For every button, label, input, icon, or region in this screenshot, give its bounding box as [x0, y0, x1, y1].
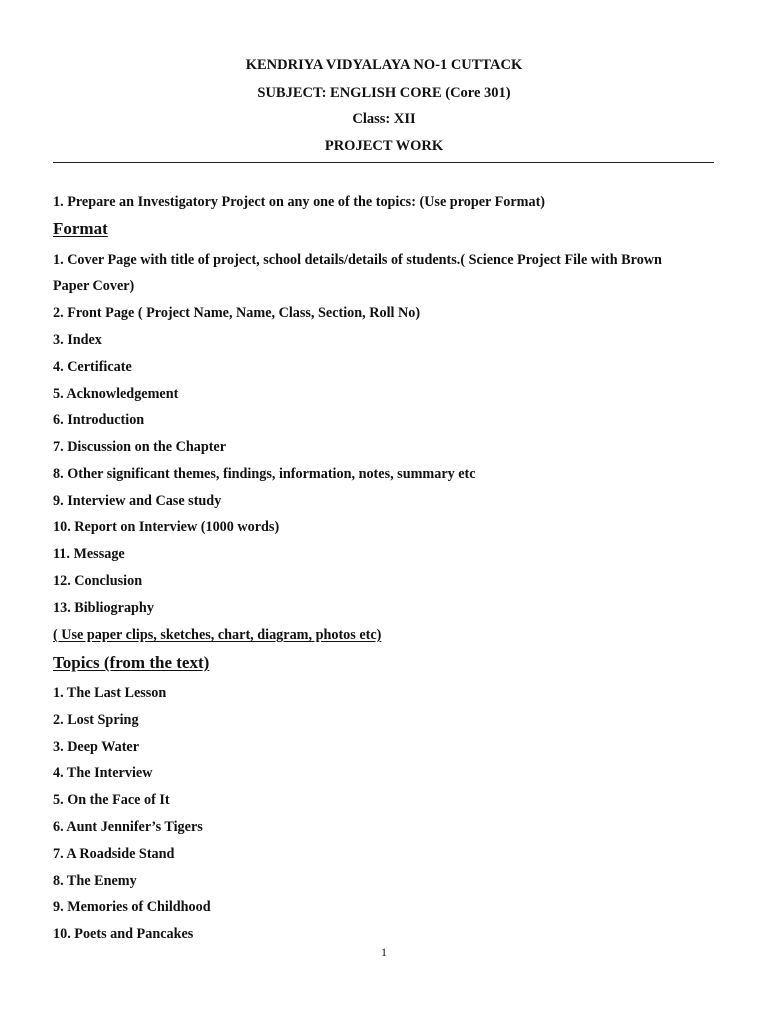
format-item: 6. Introduction [53, 412, 145, 428]
format-heading: Format [53, 219, 108, 238]
instruction-text: 1. Prepare an Investigatory Project on any one of the topics: (Use proper Format) [53, 194, 546, 210]
format-item: 8. Other significant themes, findings, information, notes, summary etc [53, 466, 476, 482]
format-item: 11. Message [53, 546, 125, 562]
topic-item: 8. The Enemy [53, 873, 137, 889]
header-divider [53, 162, 714, 163]
format-item: 3. Index [53, 332, 102, 348]
school-name: KENDRIYA VIDYALAYA NO-1 CUTTACK [245, 57, 523, 73]
topic-item: 6. Aunt Jennifer’s Tigers [53, 819, 203, 835]
topic-item: 7. A Roadside Stand [53, 846, 175, 862]
page-number: 1 [381, 945, 387, 959]
format-item: 10. Report on Interview (1000 words) [53, 519, 280, 535]
format-item-1-line-2: Paper Cover) [53, 278, 135, 294]
topic-item: 4. The Interview [53, 765, 153, 781]
format-item: 2. Front Page ( Project Name, Name, Class, Section, Roll No) [53, 305, 421, 321]
format-item-1-line-1: 1. Cover Page with title of project, school details/details of students.( Science Project File with Brown [53, 252, 662, 268]
format-item: 9. Interview and Case study [53, 493, 222, 509]
page-title: PROJECT WORK [324, 138, 444, 154]
topic-item: 1. The Last Lesson [53, 685, 167, 701]
format-item: 12. Conclusion [53, 573, 143, 589]
format-item: 7. Discussion on the Chapter [53, 439, 227, 455]
topic-item: 9. Memories of Childhood [53, 899, 211, 915]
format-note: ( Use paper clips, sketches, chart, diagram, photos etc) [53, 627, 382, 643]
class-line: Class: XII [352, 111, 416, 127]
subject-line: SUBJECT: ENGLISH CORE (Core 301) [257, 85, 511, 101]
topic-item: 3. Deep Water [53, 739, 140, 755]
topics-heading: Topics (from the text) [53, 653, 210, 672]
topic-item: 5. On the Face of It [53, 792, 170, 808]
format-item: 5. Acknowledgement [53, 386, 179, 402]
format-item: 13. Bibliography [53, 600, 154, 616]
topic-item: 2. Lost Spring [53, 712, 139, 728]
topic-item: 10. Poets and Pancakes [53, 926, 194, 942]
format-item: 4. Certificate [53, 359, 132, 375]
